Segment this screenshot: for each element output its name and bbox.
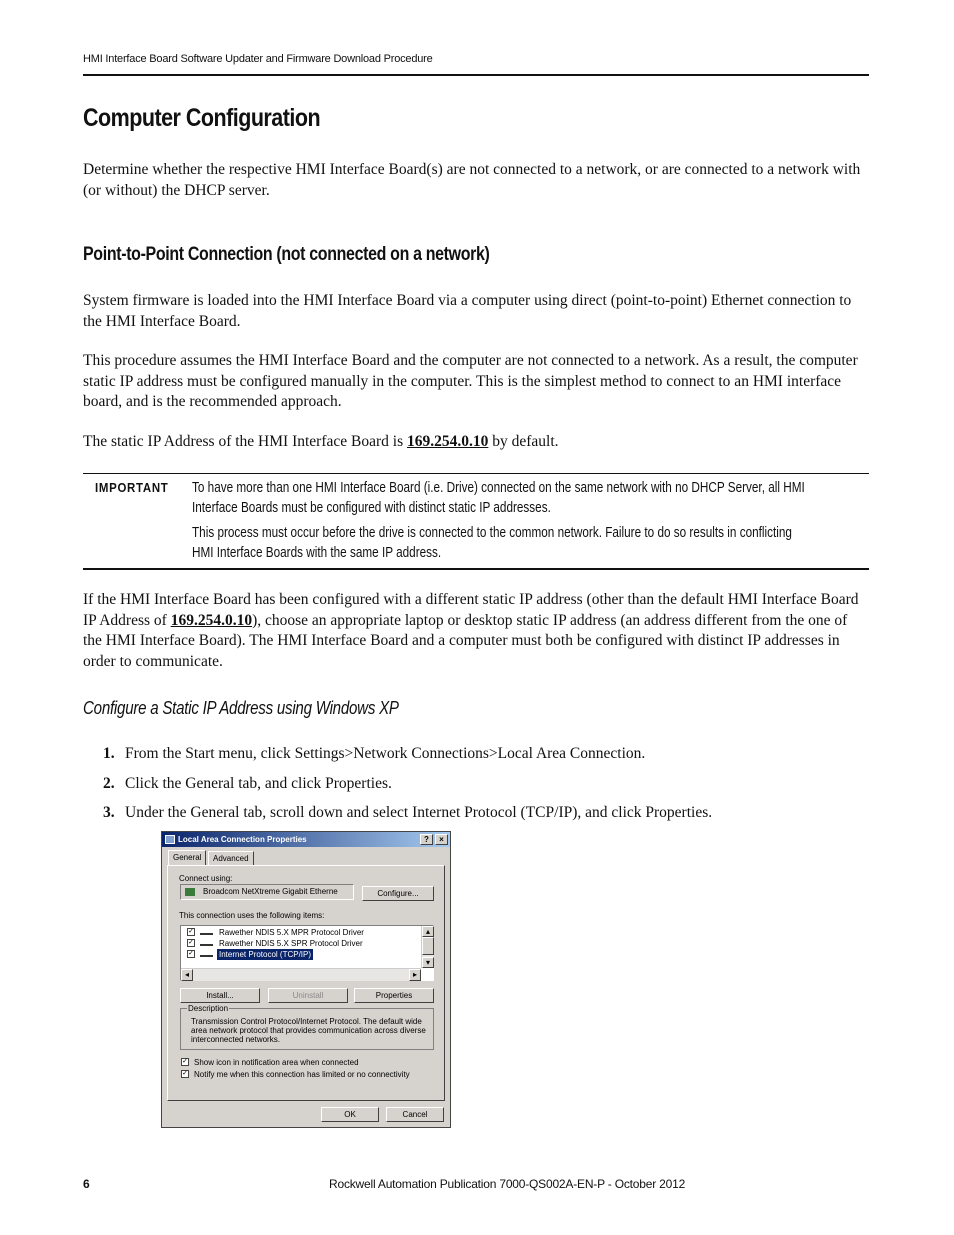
install-button[interactable]: Install... (180, 988, 260, 1003)
item-checkbox[interactable]: ✓ (188, 950, 194, 957)
description-text: Transmission Control Protocol/Internet Protocol. The default wide area network protocol that provides communication across diverse interconnected networks. (191, 1017, 426, 1044)
step-number: 2. (103, 775, 115, 792)
horizontal-scrollbar[interactable] (181, 968, 421, 981)
show-icon-label: Show icon in notification area when connected (194, 1058, 359, 1067)
paragraph-different-ip (83, 590, 869, 672)
default-ip-prefix: The static IP Address of the HMI Interface Board is (83, 433, 407, 450)
item-label: Rawether NDIS 5.X MPR Protocol Driver (219, 928, 364, 937)
protocol-icon (200, 951, 213, 957)
protocol-icon (200, 940, 213, 946)
important-line-1: To have more than one HMI Interface Board (i.e. Drive) connected on the same network with no DHCP Server, all HMI Interface Boards must be configured with distinct static IP addresses. (192, 480, 805, 516)
adapter-icon (185, 888, 195, 896)
paragraph-firmware: System firmware is loaded into the HMI Interface Board via a computer using direct (point-to-point) Ethernet connection to the HMI Interface Board. (83, 292, 852, 330)
dialog-title: Local Area Connection Properties (178, 835, 307, 844)
adapter-name: Broadcom NetXtreme Gigabit Etherne (203, 887, 338, 896)
different-ip-suffix: ), choose an appropriate laptop or desktop static IP address (an address different from the one of the HMI Interface Board). The HMI Interface Board and a computer must both be configured with distinct IP addresses in order to communicate. (83, 611, 848, 670)
properties-button[interactable]: Properties (354, 988, 434, 1003)
important-label: IMPORTANT (95, 480, 169, 495)
step-text: Under the General tab, scroll down and select Internet Protocol (TCP/IP), and click Properties. (125, 804, 713, 821)
scroll-down-icon[interactable]: ▾ (422, 957, 434, 968)
default-ip-suffix: by default. (488, 433, 559, 450)
item-label: Rawether NDIS 5.X SPR Protocol Driver (219, 939, 363, 948)
step-number: 3. (103, 804, 115, 821)
header-rule (83, 74, 869, 76)
tab-general[interactable]: General (168, 850, 206, 866)
paragraph-default-ip (83, 432, 869, 453)
vertical-scrollbar[interactable] (421, 926, 434, 968)
cancel-button[interactable]: Cancel (386, 1107, 444, 1122)
notify-label: Notify me when this connection has limited or no connectivity (194, 1070, 410, 1079)
intro-paragraph: Determine whether the respective HMI Interface Board(s) are not connected to a network, or are connected to a network with (or without) the DHCP server. (83, 161, 861, 199)
different-ip-address: 169.254.0.10 (170, 611, 253, 629)
xp-section-title: Configure a Static IP Address using Windows XP (83, 698, 399, 718)
adapter-field (180, 884, 354, 900)
step-text: From the Start menu, click Settings>Network Connections>Local Area Connection. (125, 745, 646, 762)
item-label-selected: Internet Protocol (TCP/IP) (219, 950, 312, 959)
subsection-title: Point-to-Point Connection (not connected on a network) (83, 244, 490, 265)
help-button[interactable]: ? (420, 834, 433, 845)
scroll-thumb[interactable] (422, 937, 434, 955)
paragraph-procedure: This procedure assumes the HMI Interface Board and the computer are not connected to a network. As a result, the computer static IP address must be configured manually in the computer. This is the simplest method to connect to an HMI interface board, and is the recommended approach. (83, 352, 858, 410)
uninstall-button[interactable]: Uninstall (268, 988, 348, 1003)
important-line-2: This process must occur before the drive is connected to the common network. Failure to do so results in conflicting HMI Interface Boards with the same IP address. (192, 525, 792, 561)
default-ip-address: 169.254.0.10 (406, 433, 489, 450)
connect-using-label: Connect using: (179, 874, 233, 883)
notify-checkbox[interactable]: ✓ (182, 1070, 188, 1077)
item-checkbox[interactable]: ✓ (188, 928, 194, 935)
general-tab-panel (167, 865, 445, 1101)
step-number: 1. (103, 745, 115, 762)
item-checkbox[interactable]: ✓ (188, 939, 194, 946)
lan-properties-dialog (161, 831, 451, 1128)
description-group (180, 1004, 434, 1050)
step-text: Click the General tab, and click Properties. (125, 775, 392, 792)
network-icon (165, 835, 175, 844)
page-title: Computer Configuration (83, 104, 321, 132)
running-header: HMI Interface Board Software Updater and Firmware Download Procedure (83, 53, 433, 65)
scroll-right-icon[interactable]: ▸ (409, 969, 421, 981)
items-label: This connection uses the following items: (179, 911, 325, 920)
different-ip-prefix: If the HMI Interface Board has been configured with a different static IP address (other than the default HMI Interface Board IP Address of (83, 591, 859, 629)
description-label: Description (188, 1004, 229, 1013)
scroll-left-icon[interactable]: ◂ (181, 969, 193, 981)
tab-advanced[interactable]: Advanced (208, 851, 254, 866)
configure-button[interactable]: Configure... (362, 886, 434, 901)
close-button[interactable]: × (435, 834, 448, 845)
items-list[interactable] (180, 925, 434, 981)
dialog-titlebar (162, 832, 450, 847)
protocol-icon (200, 929, 213, 935)
page-number: 6 (83, 1177, 90, 1191)
scroll-up-icon[interactable]: ▴ (422, 926, 434, 937)
show-icon-checkbox[interactable]: ✓ (182, 1058, 188, 1065)
publication-info: Rockwell Automation Publication 7000-QS002A-EN-P - October 2012 (329, 1177, 686, 1191)
ok-button[interactable]: OK (321, 1107, 379, 1122)
